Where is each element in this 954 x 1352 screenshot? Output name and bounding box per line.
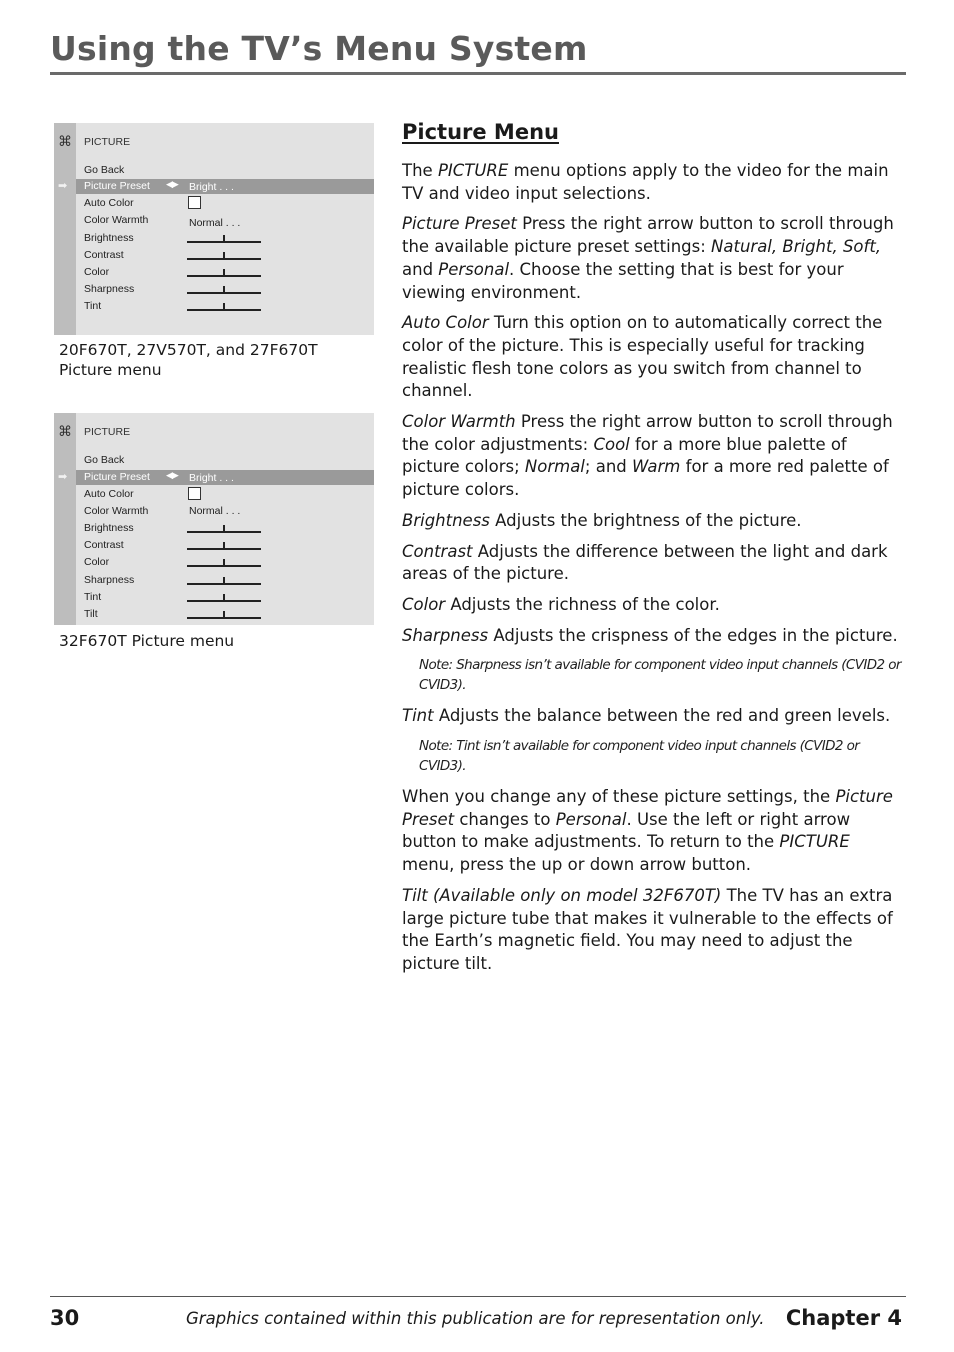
page-header bbox=[50, 28, 906, 75]
term: Tilt (Available only on model 32F670T) bbox=[402, 885, 722, 905]
menu-item-label: Color bbox=[84, 556, 110, 568]
menu-item-tilt bbox=[76, 607, 374, 622]
picture-menu-screenshot-2 bbox=[54, 413, 374, 625]
menu-item-label: Brightness bbox=[84, 232, 134, 244]
menu-item-auto-color bbox=[76, 487, 374, 502]
menu-title: PICTURE bbox=[84, 426, 131, 438]
left-right-arrows-icon: ◀▶ bbox=[166, 470, 178, 480]
tint-note: Note: Tint isn’t available for component video input channels (CVID2 or CVID3). bbox=[419, 738, 860, 775]
picture-preset-paragraph: Picture Preset Press the right arrow button to scroll through the available picture preset settings: Natural, Bright, Soft, and Personal. Choose the setting that is best for your viewing environment. bbox=[402, 214, 894, 302]
menu-item-brightness bbox=[76, 231, 374, 246]
footer-rule bbox=[50, 1296, 906, 1297]
slider-knob bbox=[223, 525, 225, 531]
menu-item-brightness bbox=[76, 521, 374, 536]
menu-item-label: Sharpness bbox=[84, 283, 135, 295]
warmth-value: Normal . . . bbox=[189, 217, 241, 229]
menu-title: PICTURE bbox=[84, 136, 131, 148]
slider-knob bbox=[223, 559, 225, 565]
menu-2-caption: 32F670T Picture menu bbox=[59, 632, 235, 650]
menu-item-color-warmth bbox=[76, 504, 374, 519]
slider-bar bbox=[187, 617, 261, 619]
slider-knob bbox=[223, 269, 225, 275]
menu-side-strip bbox=[54, 413, 76, 625]
slider-knob bbox=[223, 303, 225, 309]
slider-knob bbox=[223, 611, 225, 617]
term: Tint bbox=[402, 706, 434, 726]
slider-bar bbox=[187, 258, 261, 260]
menu-item-label: Contrast bbox=[84, 249, 124, 261]
auto-color-paragraph: Auto Color Turn this option on to automatically correct the color of the picture. This is especially useful for tracking realistic flesh tone colors as you switch from channel to channel. bbox=[402, 313, 883, 401]
selection-arrow-icon: ➡ bbox=[58, 180, 68, 192]
sharpness-paragraph: Sharpness Adjusts the crispness of the edges in the picture. bbox=[402, 625, 898, 645]
slider-bar bbox=[187, 548, 261, 550]
contrast-paragraph: Contrast Adjusts the difference between the light and dark areas of the picture. bbox=[402, 541, 888, 584]
term: Auto Color bbox=[402, 313, 489, 333]
tint-paragraph: Tint Adjusts the balance between the red and green levels. bbox=[402, 706, 891, 726]
menu-item-auto-color bbox=[76, 196, 374, 211]
menu-item-label: Brightness bbox=[84, 522, 134, 534]
disclaimer: Graphics contained within this publication are for representation only. bbox=[186, 1309, 765, 1328]
slider-bar bbox=[187, 565, 261, 567]
term: Sharpness bbox=[402, 625, 489, 645]
menu-item-picture-preset bbox=[58, 470, 374, 485]
caption-line: Picture menu bbox=[59, 361, 162, 379]
preset-value: Bright . . . bbox=[189, 181, 234, 193]
menu-item-label: Tint bbox=[84, 300, 102, 312]
menu-item-label: Tint bbox=[84, 591, 102, 603]
checkbox-icon bbox=[188, 487, 201, 500]
intro-paragraph: The PICTURE menu options apply to the video for the main TV and video input selections. bbox=[402, 161, 889, 203]
menu-item-color bbox=[76, 265, 374, 280]
picture-menu-screenshot-1 bbox=[54, 123, 374, 335]
menu-1-caption bbox=[59, 340, 318, 380]
page-title: Using the TV’s Menu System bbox=[50, 29, 588, 68]
menu-item-label: Color bbox=[84, 266, 110, 278]
slider-bar bbox=[187, 531, 261, 533]
picture-menu-section bbox=[402, 118, 906, 984]
slider-bar bbox=[187, 600, 261, 602]
menu-side-strip bbox=[54, 123, 76, 335]
menu-item-sharpness bbox=[76, 573, 374, 588]
menu-item-label: Picture Preset bbox=[84, 180, 150, 192]
menu-item-color-warmth bbox=[76, 213, 374, 228]
menu-item-contrast bbox=[76, 538, 374, 553]
section-heading: Picture Menu bbox=[402, 120, 559, 144]
sharpness-note: Note: Sharpness isn’t available for component video input channels (CVID2 or CVID3). bbox=[419, 657, 901, 694]
slider-bar bbox=[187, 309, 261, 311]
slider-bar bbox=[187, 583, 261, 585]
menu-item-label: Sharpness bbox=[84, 574, 135, 586]
slider-bar bbox=[187, 275, 261, 277]
menu-item-label: Contrast bbox=[84, 539, 124, 551]
menu-item-tint bbox=[76, 590, 374, 605]
slider-bar bbox=[187, 292, 261, 294]
slider-knob bbox=[223, 252, 225, 258]
term: Brightness bbox=[402, 510, 490, 530]
caption-line: 20F670T, 27V570T, and 27F670T bbox=[59, 341, 318, 359]
term: Picture Preset bbox=[402, 214, 517, 234]
menu-item-go-back bbox=[76, 163, 374, 178]
left-right-arrows-icon: ◀▶ bbox=[166, 179, 178, 189]
menu-item-label: Auto Color bbox=[84, 197, 134, 209]
page-number: 30 bbox=[50, 1306, 80, 1330]
chapter-label: Chapter 4 bbox=[785, 1306, 902, 1330]
slider-knob bbox=[223, 542, 225, 548]
menu-item-tint bbox=[76, 299, 374, 314]
slider-knob bbox=[223, 235, 225, 241]
tilt-paragraph: Tilt (Available only on model 32F670T) The TV has an extra large picture tube that makes it vulnerable to the effects of the Earth’s magnetic field. You may need to adjust the picture tilt. bbox=[402, 885, 893, 973]
menu-item-label: Picture Preset bbox=[84, 471, 150, 483]
menu-item-contrast bbox=[76, 248, 374, 263]
term: Contrast bbox=[402, 541, 473, 561]
term: Color Warmth bbox=[402, 412, 516, 432]
menu-item-label: Color Warmth bbox=[84, 505, 149, 517]
picture-menu-icon: ⌘ bbox=[58, 133, 72, 149]
menu-item-label: Color Warmth bbox=[84, 214, 149, 226]
checkbox-icon bbox=[188, 196, 201, 209]
warmth-value: Normal . . . bbox=[189, 505, 241, 517]
brightness-paragraph: Brightness Adjusts the brightness of the picture. bbox=[402, 510, 802, 530]
settings-change-paragraph: When you change any of these picture settings, the Picture Preset changes to Personal. Use the left or right arrow button to make adjustments. To return to the PICTURE menu, press the up or down arrow button. bbox=[402, 787, 893, 875]
header-rule bbox=[50, 72, 906, 75]
page-footer bbox=[50, 1296, 906, 1330]
term: Color bbox=[402, 594, 446, 614]
menu-item-label: Go Back bbox=[84, 164, 125, 176]
selection-arrow-icon: ➡ bbox=[58, 471, 68, 483]
menu-item-sharpness bbox=[76, 282, 374, 297]
slider-bar bbox=[187, 241, 261, 243]
menu-item-go-back bbox=[76, 453, 374, 468]
menu-item-color bbox=[76, 555, 374, 570]
picture-menu-icon: ⌘ bbox=[58, 423, 72, 439]
slider-knob bbox=[223, 577, 225, 583]
menu-item-label: Go Back bbox=[84, 454, 125, 466]
menu-item-label: Tilt bbox=[84, 608, 98, 620]
slider-knob bbox=[223, 286, 225, 292]
menu-item-label: Auto Color bbox=[84, 488, 134, 500]
slider-knob bbox=[223, 594, 225, 600]
menu-item-picture-preset bbox=[58, 179, 374, 194]
preset-value: Bright . . . bbox=[189, 472, 234, 484]
color-warmth-paragraph: Color Warmth Press the right arrow button to scroll through the color adjustments: Cool for a more blue palette of picture colors; Normal; and Warm for a more red palette of picture colors. bbox=[402, 412, 893, 500]
color-paragraph: Color Adjusts the richness of the color. bbox=[402, 594, 720, 614]
